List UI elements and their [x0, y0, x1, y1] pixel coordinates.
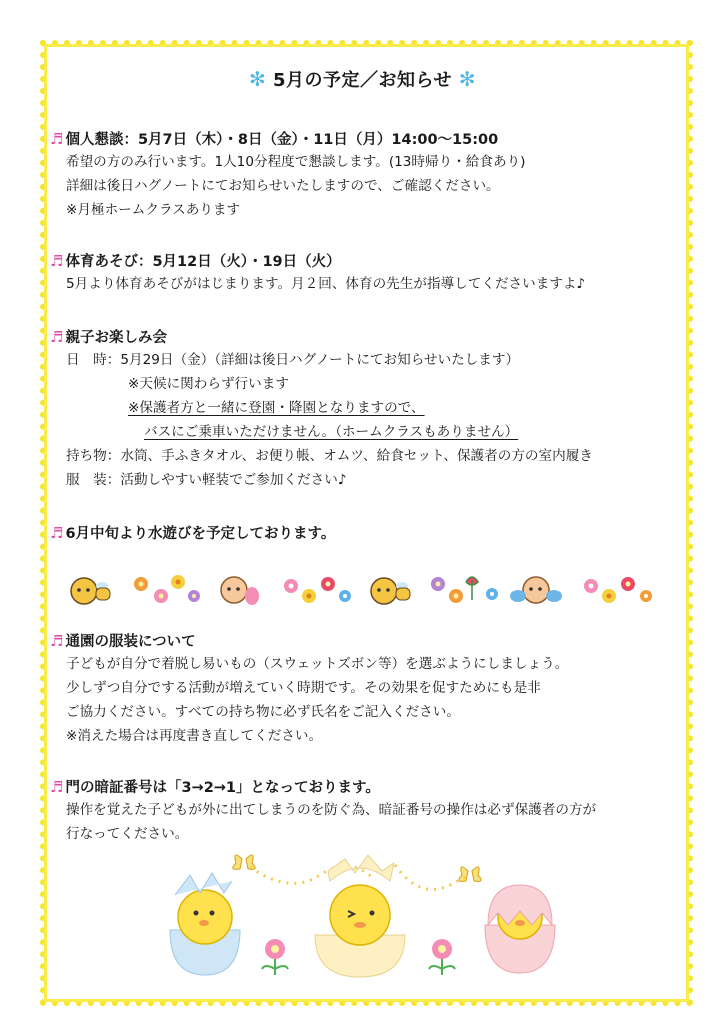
bee-icon	[371, 578, 410, 604]
music-note-icon: ♬	[50, 632, 64, 650]
music-note-icon: ♬	[50, 130, 64, 148]
section-individual-meeting	[50, 128, 690, 222]
bees-and-flowers-border	[66, 566, 666, 612]
chick-icon	[485, 885, 555, 973]
section-heading: 体育あそび：5月12日（火）・19日（火）	[65, 254, 341, 270]
flower-icon	[262, 939, 288, 975]
butterfly-kid-icon	[510, 577, 562, 603]
section-line: 5月より体育あそびがはじまります。月２回、体育の先生が指導してくださいますよ♪	[66, 276, 586, 292]
section-line: 詳細は後日ハグノートにてお知らせいたしますので、ご確認ください。	[66, 178, 500, 194]
section-heading: 6月中旬より水遊びを予定しております。	[65, 526, 336, 542]
event-note-underlined: バスにご乗車いただけません。（ホームクラスもありません）	[144, 424, 519, 440]
chicks-hatching-illustration	[150, 845, 580, 980]
section-heading: 個人懇談：5月7日（木）・8日（金）・11日（月）14:00〜15:00	[65, 132, 499, 148]
section-line: ※消えた場合は再度書き直してください。	[66, 728, 323, 744]
event-date: 日 時：5月29日（金）（詳細は後日ハグノートにてお知らせいたします）	[66, 352, 520, 368]
section-line: 子どもが自分で着脱し易いもの（スウェットズボン等）を選ぶようにしましょう。	[66, 656, 569, 672]
chick-icon	[170, 873, 240, 975]
section-line: ※月極ホームクラスあります	[66, 202, 241, 218]
ladybug-girl-icon	[221, 577, 259, 605]
event-items: 持ち物：水筒、手ふきタオル、お便り帳、オムツ、給食セット、保護者の方の室内履き	[66, 448, 593, 464]
flower-icon	[134, 575, 200, 603]
section-gate-code	[50, 776, 690, 846]
section-sports-play	[50, 250, 690, 296]
event-note: ※天候に関わらず行います	[128, 376, 289, 392]
snowflake-icon: ✻	[458, 67, 477, 91]
event-clothing: 服 装：活動しやすい軽装でご参加ください♪	[66, 472, 347, 488]
flower-icon	[429, 939, 455, 975]
section-heading: 門の暗証番号は「3→2→1」となっております。	[65, 780, 380, 796]
bee-icon	[71, 578, 110, 604]
section-heading: 親子お楽しみ会	[65, 330, 167, 346]
section-line: 行なってください。	[66, 826, 189, 842]
section-heading: 通園の服装について	[65, 634, 196, 650]
music-note-icon: ♬	[50, 778, 64, 796]
flower-icon	[284, 577, 351, 603]
section-line: 操作を覚えた子どもが外に出てしまうのを防ぐ為、暗証番号の操作は必ず保護者の方が	[66, 802, 597, 818]
section-line: 希望の方のみ行います。1人10分程度で懇談します。(13時帰り・給食あり)	[66, 154, 526, 170]
butterfly-icon	[459, 867, 481, 882]
flower-icon	[584, 577, 652, 603]
chick-icon	[315, 855, 405, 977]
page-title-row	[0, 66, 725, 92]
section-family-event	[50, 326, 690, 492]
music-note-icon: ♬	[50, 252, 64, 270]
section-line: ご協力ください。すべての持ち物に必ず氏名をご記入ください。	[66, 704, 460, 720]
event-note-underlined: ※保護者方と一緒に登園・降園となりますので、	[128, 400, 425, 416]
music-note-icon: ♬	[50, 328, 64, 346]
section-water-play	[50, 522, 690, 544]
section-line: 少しずつ自分でする活動が増えていく時期です。その効果を促すためにも是非	[66, 680, 541, 696]
page-title: 5月の予定／お知らせ	[273, 70, 452, 91]
music-note-icon: ♬	[50, 524, 64, 542]
section-school-clothing	[50, 630, 690, 748]
snowflake-icon: ✻	[248, 67, 267, 91]
flower-icon	[431, 577, 498, 603]
